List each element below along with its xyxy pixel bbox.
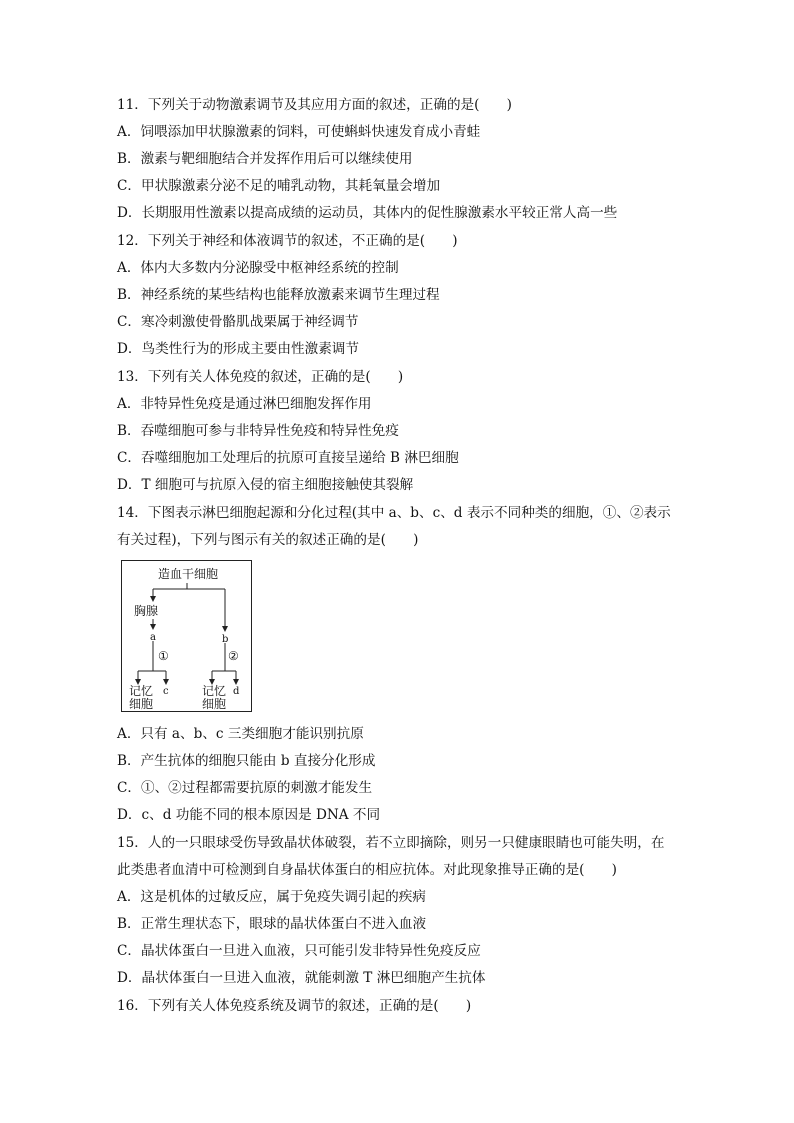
question-14-option-c: C．①、②过程都需要抗原的刺激才能发生 — [117, 780, 373, 796]
question-13-option-a: A．非特异性免疫是通过淋巴细胞发挥作用 — [117, 396, 372, 412]
question-13-option-b: B．吞噬细胞可参与非特异性免疫和特异性免疫 — [117, 423, 399, 439]
diagram-label-memory-cell-left-1: 记忆 — [129, 684, 154, 698]
question-15-stem-line-2: 此类患者血清中可检测到自身晶状体蛋白的相应抗体。对此现象推导正确的是( ) — [117, 862, 617, 878]
diagram-label-step-2: ② — [228, 649, 239, 663]
diagram-label-hematopoietic-stem-cell: 造血干细胞 — [158, 567, 219, 581]
diagram-label-d: d — [233, 686, 240, 697]
question-14-option-b: B．产生抗体的细胞只能由 b 直接分化形成 — [117, 753, 376, 769]
question-14-option-d: D．c、d 功能不同的根本原因是 DNA 不同 — [117, 807, 381, 823]
question-15-stem-line-1: 15．人的一只眼球受伤导致晶状体破裂，若不立即摘除，则另一只健康眼睛也可能失明，在 — [117, 835, 665, 851]
question-11-stem: 11．下列关于动物激素调节及其应用方面的叙述，正确的是( ) — [117, 97, 512, 113]
question-13-stem: 13．下列有关人体免疫的叙述，正确的是( ) — [117, 369, 404, 385]
question-13-option-c: C．吞噬细胞加工处理后的抗原可直接呈递给 B 淋巴细胞 — [117, 450, 459, 466]
diagram-label-memory-cell-left-2: 细胞 — [129, 697, 154, 711]
diagram-label-step-1: ① — [158, 649, 169, 663]
diagram-label-memory-cell-right-1: 记忆 — [202, 684, 227, 698]
question-11-option-d: D．长期服用性激素以提高成绩的运动员，其体内的促性腺激素水平较正常人高一些 — [117, 205, 618, 221]
question-12-option-c: C．寒冷刺激使骨骼肌战栗属于神经调节 — [117, 314, 359, 330]
diagram-label-a: a — [150, 632, 156, 643]
lymphocyte-differentiation-diagram — [121, 560, 252, 712]
question-11-option-a: A．饲喂添加甲状腺激素的饲料，可使蝌蚪快速发育成小青蛙 — [117, 124, 481, 140]
question-14-option-a: A．只有 a、b、c 三类细胞才能识别抗原 — [117, 726, 364, 742]
question-16-stem: 16．下列有关人体免疫系统及调节的叙述，正确的是( ) — [117, 998, 472, 1014]
question-12-stem: 12．下列关于神经和体液调节的叙述，不正确的是( ) — [117, 233, 458, 249]
diagram-label-thymus: 胸腺 — [134, 604, 159, 618]
question-14-stem-line-1: 14．下图表示淋巴细胞起源和分化过程(其中 a、b、c、d 表示不同种类的细胞，①、②表示 — [117, 505, 671, 521]
question-13-option-d: D．T 细胞可与抗原入侵的宿主细胞接触使其裂解 — [117, 477, 414, 493]
question-15-option-c: C．晶状体蛋白一旦进入血液，只可能引发非特异性免疫反应 — [117, 943, 481, 959]
question-14-stem-line-2: 有关过程)，下列与图示有关的叙述正确的是( ) — [117, 532, 419, 548]
question-12-option-d: D．鸟类性行为的形成主要由性激素调节 — [117, 341, 359, 357]
question-15-option-b: B．正常生理状态下，眼球的晶状体蛋白不进入血液 — [117, 916, 427, 932]
question-11-option-b: B．激素与靶细胞结合并发挥作用后可以继续使用 — [117, 151, 413, 167]
diagram-label-b: b — [222, 634, 229, 645]
question-12-option-a: A．体内大多数内分泌腺受中枢神经系统的控制 — [117, 260, 399, 276]
diagram-label-c: c — [163, 686, 169, 697]
question-15-option-d: D．晶状体蛋白一旦进入血液，就能刺激 T 淋巴细胞产生抗体 — [117, 970, 486, 986]
diagram-label-memory-cell-right-2: 细胞 — [202, 697, 227, 711]
question-11-option-c: C．甲状腺激素分泌不足的哺乳动物，其耗氧量会增加 — [117, 178, 441, 194]
question-15-option-a: A．这是机体的过敏反应，属于免疫失调引起的疾病 — [117, 889, 426, 905]
question-12-option-b: B．神经系统的某些结构也能释放激素来调节生理过程 — [117, 287, 440, 303]
